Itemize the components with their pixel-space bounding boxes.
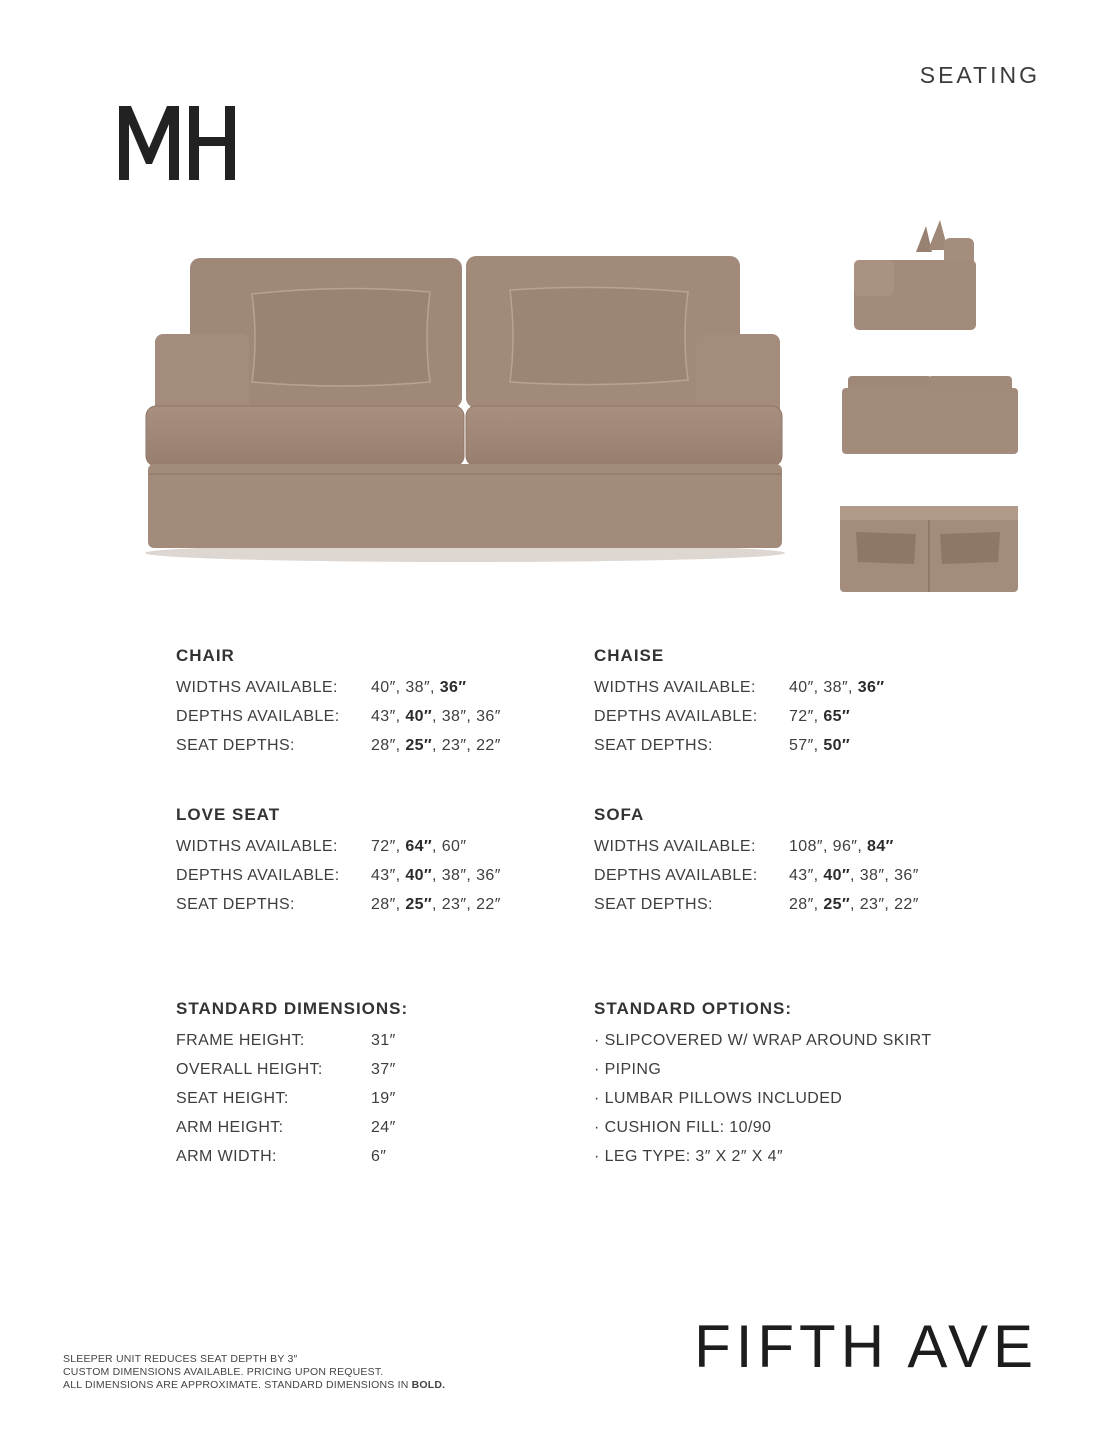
spec-label: WIDTHS AVAILABLE: bbox=[176, 838, 338, 855]
spec-row bbox=[594, 832, 1014, 861]
spec-value: 43″ bbox=[371, 867, 396, 884]
dimension-value: 19″ bbox=[371, 1090, 396, 1107]
spec-row bbox=[176, 832, 596, 861]
spec-row bbox=[176, 731, 596, 760]
spec-value: 57″ bbox=[789, 737, 814, 754]
dimension-row bbox=[176, 1084, 596, 1113]
spec-label: DEPTHS AVAILABLE: bbox=[594, 867, 758, 884]
sofa-back-thumbnail bbox=[836, 372, 1022, 456]
spec-label: SEAT DEPTHS: bbox=[594, 896, 713, 913]
spec-value: 36″ bbox=[439, 679, 467, 696]
spec-value: 38″ bbox=[405, 679, 431, 696]
spec-values: 43″, 40″, 38″, 36″ bbox=[371, 708, 501, 725]
spec-row bbox=[594, 673, 1014, 702]
spec-value: 38″ bbox=[441, 708, 467, 725]
spec-values: 72″, 64″, 60″ bbox=[371, 838, 467, 855]
spec-label: SEAT DEPTHS: bbox=[176, 737, 295, 754]
spec-label: WIDTHS AVAILABLE: bbox=[594, 838, 756, 855]
option-item: · SLIPCOVERED W/ WRAP AROUND SKIRT bbox=[594, 1032, 932, 1049]
spec-value: 28″ bbox=[371, 896, 396, 913]
spec-values: 28″, 25″, 23″, 22″ bbox=[371, 896, 501, 913]
chaise-spec bbox=[594, 646, 1014, 760]
spec-value: 96″ bbox=[832, 838, 858, 855]
sofa-side-thumbnail bbox=[836, 212, 1022, 334]
spec-value: 36″ bbox=[476, 867, 501, 884]
spec-value: 38″ bbox=[823, 679, 849, 696]
spec-value: 38″ bbox=[441, 867, 467, 884]
dimension-value: 31″ bbox=[371, 1032, 396, 1049]
spec-label: DEPTHS AVAILABLE: bbox=[176, 867, 340, 884]
spec-value: 36″ bbox=[476, 708, 501, 725]
spec-value: 84″ bbox=[867, 838, 894, 855]
spec-value: 65″ bbox=[823, 708, 851, 725]
note-approximate: ALL DIMENSIONS ARE APPROXIMATE. STANDARD DIMENSIONS IN BOLD. bbox=[63, 1379, 446, 1391]
chair-spec bbox=[176, 646, 596, 760]
dimension-row bbox=[176, 1113, 596, 1142]
dimension-label: FRAME HEIGHT: bbox=[176, 1032, 305, 1049]
standard-dimensions-title: STANDARD DIMENSIONS: bbox=[176, 999, 409, 1018]
brand-logo bbox=[119, 104, 237, 180]
spec-value: 25″ bbox=[405, 896, 433, 913]
spec-value: 22″ bbox=[894, 896, 919, 913]
spec-value: 38″ bbox=[859, 867, 885, 884]
option-item: · CUSHION FILL: 10/90 bbox=[594, 1119, 772, 1136]
spec-values: 43″, 40″, 38″, 36″ bbox=[371, 867, 501, 884]
spec-values: 57″, 50″ bbox=[789, 737, 851, 754]
note-custom: CUSTOM DIMENSIONS AVAILABLE. PRICING UPON REQUEST. bbox=[63, 1366, 384, 1378]
spec-value: 22″ bbox=[476, 737, 501, 754]
spec-values: 43″, 40″, 38″, 36″ bbox=[789, 867, 919, 884]
spec-row bbox=[176, 702, 596, 731]
dimension-value: 24″ bbox=[371, 1119, 396, 1136]
dimension-label: OVERALL HEIGHT: bbox=[176, 1061, 323, 1078]
spec-value: 40″ bbox=[405, 708, 433, 725]
option-item: · LEG TYPE: 3″ X 2″ X 4″ bbox=[594, 1148, 784, 1165]
spec-value: 40″ bbox=[789, 679, 814, 696]
category-label: SEATING bbox=[919, 62, 1040, 88]
spec-value: 43″ bbox=[789, 867, 814, 884]
spec-row bbox=[176, 890, 596, 919]
spec-label: WIDTHS AVAILABLE: bbox=[176, 679, 338, 696]
spec-label: DEPTHS AVAILABLE: bbox=[594, 708, 758, 725]
spec-values: 40″, 38″, 36″ bbox=[789, 679, 885, 696]
spec-value: 40″ bbox=[405, 867, 433, 884]
dimension-label: ARM WIDTH: bbox=[176, 1148, 277, 1165]
spec-row bbox=[594, 731, 1014, 760]
spec-value: 36″ bbox=[894, 867, 919, 884]
spec-value: 28″ bbox=[371, 737, 396, 754]
dimension-row bbox=[176, 1142, 596, 1171]
standard-options bbox=[594, 999, 1034, 1171]
spec-value: 23″ bbox=[859, 896, 885, 913]
spec-values: 40″, 38″, 36″ bbox=[371, 679, 467, 696]
spec-value: 108″ bbox=[789, 838, 823, 855]
spec-row bbox=[176, 861, 596, 890]
spec-values: 28″, 25″, 23″, 22″ bbox=[371, 737, 501, 754]
spec-label: SEAT DEPTHS: bbox=[176, 896, 295, 913]
spec-value: 36″ bbox=[857, 679, 885, 696]
spec-value: 25″ bbox=[405, 737, 433, 754]
dimension-value: 6″ bbox=[371, 1148, 387, 1165]
love-seat-spec bbox=[176, 805, 596, 919]
spec-values: 72″, 65″ bbox=[789, 708, 851, 725]
spec-label: SEAT DEPTHS: bbox=[594, 737, 713, 754]
standard-options-title: STANDARD OPTIONS: bbox=[594, 999, 793, 1018]
dimension-label: ARM HEIGHT: bbox=[176, 1119, 284, 1136]
sofa-top-thumbnail bbox=[836, 502, 1022, 594]
chaise-title: CHAISE bbox=[594, 646, 665, 665]
spec-value: 60″ bbox=[441, 838, 467, 855]
spec-value: 72″ bbox=[789, 708, 814, 725]
spec-row bbox=[594, 890, 1014, 919]
spec-value: 40″ bbox=[823, 867, 851, 884]
sofa-title: SOFA bbox=[594, 805, 645, 824]
spec-value: 28″ bbox=[789, 896, 814, 913]
spec-label: WIDTHS AVAILABLE: bbox=[594, 679, 756, 696]
sofa-spec bbox=[594, 805, 1014, 919]
dimension-row bbox=[176, 1026, 596, 1055]
spec-value: 43″ bbox=[371, 708, 396, 725]
footer-notes bbox=[63, 1353, 445, 1392]
spec-row bbox=[176, 673, 596, 702]
spec-value: 64″ bbox=[405, 838, 433, 855]
spec-value: 25″ bbox=[823, 896, 851, 913]
love-seat-title: LOVE SEAT bbox=[176, 805, 281, 824]
standard-dimensions bbox=[176, 999, 596, 1171]
dimension-label: SEAT HEIGHT: bbox=[176, 1090, 289, 1107]
spec-value: 40″ bbox=[371, 679, 396, 696]
chair-title: CHAIR bbox=[176, 646, 235, 665]
option-item: · LUMBAR PILLOWS INCLUDED bbox=[594, 1090, 843, 1107]
spec-value: 72″ bbox=[371, 838, 396, 855]
dimension-value: 37″ bbox=[371, 1061, 396, 1078]
spec-row bbox=[594, 702, 1014, 731]
spec-value: 23″ bbox=[441, 737, 467, 754]
spec-values: 28″, 25″, 23″, 22″ bbox=[789, 896, 919, 913]
dimension-row bbox=[176, 1055, 596, 1084]
product-name: FIFTH AVE bbox=[694, 1313, 1038, 1380]
spec-row bbox=[594, 861, 1014, 890]
spec-value: 23″ bbox=[441, 896, 467, 913]
note-sleeper: SLEEPER UNIT REDUCES SEAT DEPTH BY 3″ bbox=[63, 1353, 298, 1365]
spec-value: 50″ bbox=[823, 737, 851, 754]
sofa-front-image bbox=[140, 248, 790, 568]
spec-values: 108″, 96″, 84″ bbox=[789, 838, 894, 855]
spec-value: 22″ bbox=[476, 896, 501, 913]
option-item: · PIPING bbox=[594, 1061, 662, 1078]
spec-label: DEPTHS AVAILABLE: bbox=[176, 708, 340, 725]
